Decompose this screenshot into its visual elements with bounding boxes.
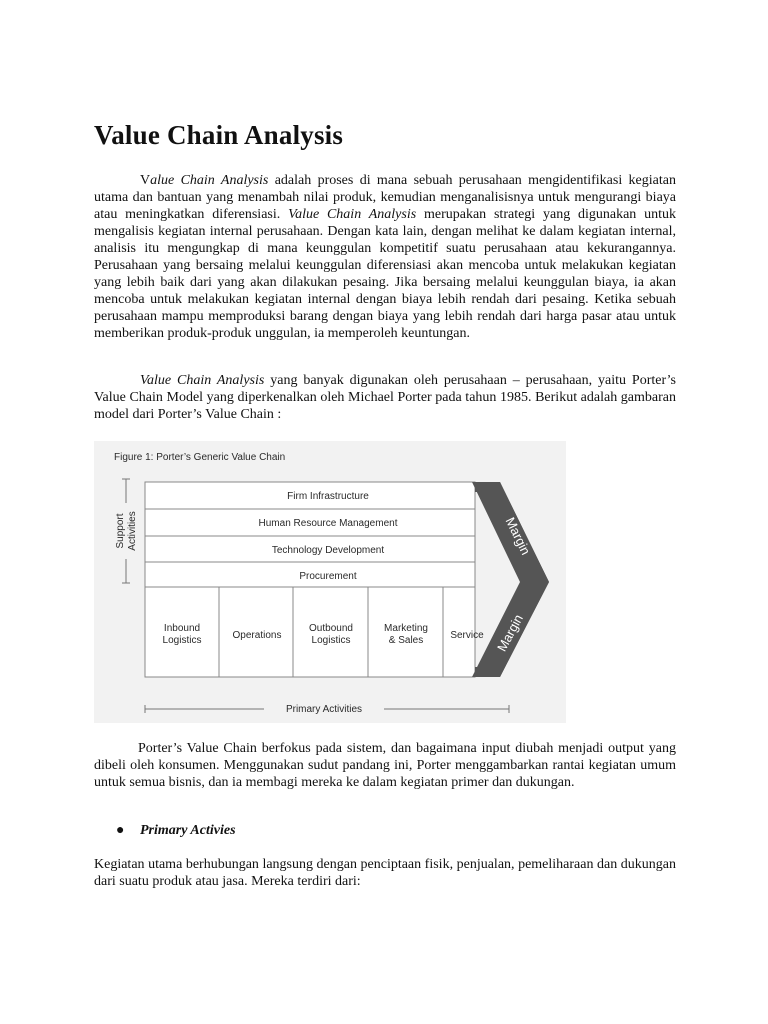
intro-text-b: merupakan strategi yang digunakan untuk mengalisis kegiatan internal perusahaan. Dengan kata lain, dengan melihat ke dalam kegiatan internal, analisis itu mengungkap di mana keunggulan kompetitif suatu perusahaan atau kekurangannya. Perusahaan yang bersaing melalui keunggulan diferensiasi akan mencoba untuk melakukan kegiatan yang lebih baik dari yang akan dilakukan pesaing. Jika bersaing melalui keunggulan biaya, ia akan mencoba untuk melakukan kegiatan internal dengan biaya lebih rendah dari pesaing. Ketika sebuah perusahaan mampu memproduksi barang dengan biaya yang lebih rendah dari harga pasar atau untuk memberikan produk-produk unggulan, ia memperoleh keuntungan.	[94, 207, 676, 341]
primary-inbound-1: Inbound	[163, 623, 201, 634]
paragraph-primary-activities	[94, 856, 676, 890]
support-label-1: Support	[115, 513, 126, 549]
margin-label-top: Margin	[502, 514, 534, 558]
support-row-technology: Technology Development	[271, 545, 385, 556]
primary-marketing-1: Marketing	[384, 623, 428, 634]
page-title: Value Chain Analysis	[94, 120, 344, 150]
primary-activities-label: Primary Activities	[285, 704, 363, 715]
intro-lead: V	[140, 173, 151, 188]
paragraph-porter-focus	[94, 740, 676, 791]
bullet-label: Primary Activies	[140, 823, 236, 838]
porter-focus-text: Porter’s Value Chain berfokus pada sistem, dan bagaimana input diubah menjadi output yang dibeli oleh konsumen. Menggunakan sudut pandang ini, Porter menggambarkan rantai kegiatan umum untuk semua bisnis, dan ia membagi mereka ke dalam kegiatan primer dan dukungan.	[94, 741, 676, 790]
bullet-primary-activities	[116, 823, 236, 839]
model-term-italic: Value Chain Analysis	[140, 373, 265, 388]
primary-operations: Operations	[232, 630, 282, 641]
primary-marketing-2: & Sales	[388, 635, 424, 646]
figure-caption: Figure 1: Porter’s Generic Value Chain	[114, 452, 286, 463]
value-chain-diagram	[94, 441, 566, 723]
paragraph-model	[94, 372, 676, 423]
margin-label-bottom: Margin	[494, 611, 526, 654]
paragraph-intro	[94, 172, 676, 342]
intro-text-a: adalah proses di mana sebuah perusahaan mengidentifikasi kegiatan utama dan bantuan yang menambah nilai produk, kemudian menganalisisnya untuk mengurangi biaya atau meningkatkan diferensiasi.	[94, 173, 676, 222]
primary-outbound-2: Logistics	[311, 635, 351, 646]
primary-service: Service	[450, 630, 484, 641]
support-label-2: Activities	[127, 511, 138, 551]
primary-outbound-1: Outbound	[309, 623, 353, 634]
model-text: yang banyak digunakan oleh perusahaan – perusahaan, yaitu Porter’s Value Chain Model yang diperkenalkan oleh Michael Porter pada tahun 1985. Berikut adalah gambaran model dari Porter’s Value Chain :	[94, 373, 676, 422]
value-chain-figure	[94, 441, 566, 723]
support-row-hrm: Human Resource Management	[258, 518, 398, 529]
intro-lead-italic: alue Chain Analysis	[150, 173, 269, 188]
primary-activities-text: Kegiatan utama berhubungan langsung dengan penciptaan fisik, penjualan, pemeliharaan dan dukungan dari suatu produk atau jasa. Mereka terdiri dari:	[94, 857, 676, 889]
support-row-firm-infrastructure: Firm Infrastructure	[287, 491, 369, 502]
primary-inbound-2: Logistics	[162, 635, 202, 646]
intro-term-italic: Value Chain Analysis	[288, 207, 417, 222]
bullet-dot-icon: ●	[116, 823, 125, 838]
support-row-procurement: Procurement	[299, 571, 357, 582]
